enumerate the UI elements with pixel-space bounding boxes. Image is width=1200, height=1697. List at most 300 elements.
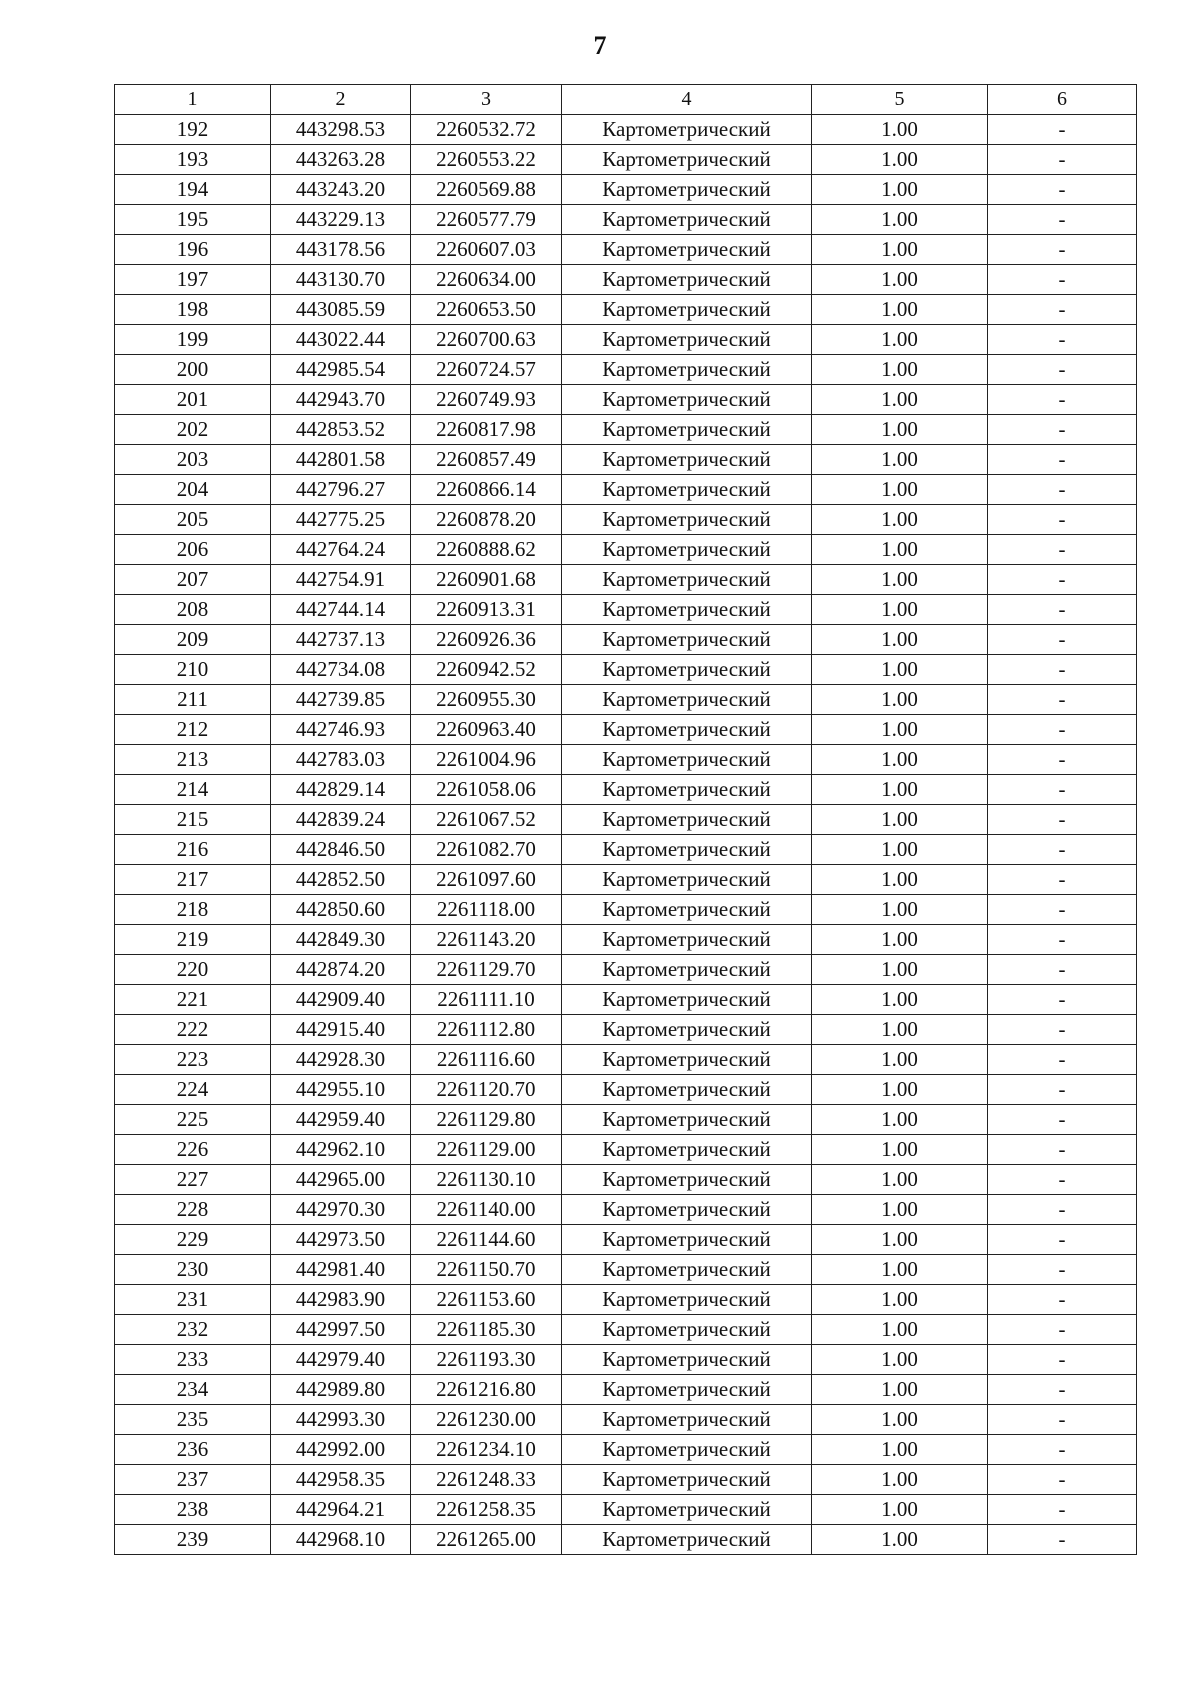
method-cell: Картометрический [562,235,812,265]
x-coordinate-cell: 442829.14 [271,775,411,805]
column-header-5: 5 [812,85,988,115]
method-cell: Картометрический [562,1315,812,1345]
y-coordinate-cell: 2260634.00 [411,265,562,295]
point-number-cell: 234 [115,1375,271,1405]
y-coordinate-cell: 2260607.03 [411,235,562,265]
point-number-cell: 210 [115,655,271,685]
method-cell: Картометрический [562,685,812,715]
method-cell: Картометрический [562,955,812,985]
table-row [115,805,1137,835]
x-coordinate-cell: 442775.25 [271,505,411,535]
accuracy-cell: 1.00 [812,715,988,745]
x-coordinate-cell: 442746.93 [271,715,411,745]
x-coordinate-cell: 442959.40 [271,1105,411,1135]
point-number-cell: 223 [115,1045,271,1075]
y-coordinate-cell: 2261153.60 [411,1285,562,1315]
y-coordinate-cell: 2261129.70 [411,955,562,985]
method-cell: Картометрический [562,325,812,355]
description-cell: - [988,655,1137,685]
table-row [115,295,1137,325]
description-cell: - [988,595,1137,625]
method-cell: Картометрический [562,1015,812,1045]
method-cell: Картометрический [562,835,812,865]
description-cell: - [988,745,1137,775]
accuracy-cell: 1.00 [812,565,988,595]
y-coordinate-cell: 2260532.72 [411,115,562,145]
y-coordinate-cell: 2260926.36 [411,625,562,655]
table-row [115,1465,1137,1495]
x-coordinate-cell: 442962.10 [271,1135,411,1165]
y-coordinate-cell: 2261150.70 [411,1255,562,1285]
table-row [115,925,1137,955]
method-cell: Картометрический [562,1255,812,1285]
x-coordinate-cell: 442849.30 [271,925,411,955]
description-cell: - [988,355,1137,385]
table-row [115,1045,1137,1075]
accuracy-cell: 1.00 [812,685,988,715]
method-cell: Картометрический [562,805,812,835]
point-number-cell: 233 [115,1345,271,1375]
table-row [115,115,1137,145]
table-row [115,205,1137,235]
description-cell: - [988,1255,1137,1285]
method-cell: Картометрический [562,295,812,325]
x-coordinate-cell: 442783.03 [271,745,411,775]
method-cell: Картометрический [562,1225,812,1255]
table-row [115,265,1137,295]
x-coordinate-cell: 442839.24 [271,805,411,835]
point-number-cell: 218 [115,895,271,925]
x-coordinate-cell: 442853.52 [271,415,411,445]
description-cell: - [988,715,1137,745]
table-row [115,1255,1137,1285]
accuracy-cell: 1.00 [812,1165,988,1195]
accuracy-cell: 1.00 [812,475,988,505]
accuracy-cell: 1.00 [812,925,988,955]
accuracy-cell: 1.00 [812,625,988,655]
y-coordinate-cell: 2261248.33 [411,1465,562,1495]
description-cell: - [988,1195,1137,1225]
point-number-cell: 208 [115,595,271,625]
column-header-1: 1 [115,85,271,115]
x-coordinate-cell: 442850.60 [271,895,411,925]
description-cell: - [988,1105,1137,1135]
point-number-cell: 215 [115,805,271,835]
x-coordinate-cell: 442985.54 [271,355,411,385]
accuracy-cell: 1.00 [812,865,988,895]
column-header-4: 4 [562,85,812,115]
accuracy-cell: 1.00 [812,1075,988,1105]
table-row [115,655,1137,685]
y-coordinate-cell: 2261130.10 [411,1165,562,1195]
method-cell: Картометрический [562,1345,812,1375]
x-coordinate-cell: 442754.91 [271,565,411,595]
description-cell: - [988,895,1137,925]
method-cell: Картометрический [562,1405,812,1435]
x-coordinate-cell: 443243.20 [271,175,411,205]
point-number-cell: 239 [115,1525,271,1555]
accuracy-cell: 1.00 [812,325,988,355]
table-row [115,1285,1137,1315]
x-coordinate-cell: 442981.40 [271,1255,411,1285]
method-cell: Картометрический [562,715,812,745]
point-number-cell: 195 [115,205,271,235]
table-row [115,1015,1137,1045]
method-cell: Картометрический [562,1195,812,1225]
accuracy-cell: 1.00 [812,1345,988,1375]
table-header-row [115,85,1137,115]
x-coordinate-cell: 442764.24 [271,535,411,565]
point-number-cell: 198 [115,295,271,325]
y-coordinate-cell: 2260878.20 [411,505,562,535]
description-cell: - [988,1165,1137,1195]
point-number-cell: 197 [115,265,271,295]
y-coordinate-cell: 2261265.00 [411,1525,562,1555]
point-number-cell: 207 [115,565,271,595]
method-cell: Картометрический [562,895,812,925]
method-cell: Картометрический [562,595,812,625]
accuracy-cell: 1.00 [812,445,988,475]
table-row [115,865,1137,895]
x-coordinate-cell: 442737.13 [271,625,411,655]
y-coordinate-cell: 2260553.22 [411,145,562,175]
accuracy-cell: 1.00 [812,1465,988,1495]
x-coordinate-cell: 442852.50 [271,865,411,895]
point-number-cell: 232 [115,1315,271,1345]
table-row [115,715,1137,745]
x-coordinate-cell: 442846.50 [271,835,411,865]
point-number-cell: 231 [115,1285,271,1315]
point-number-cell: 224 [115,1075,271,1105]
description-cell: - [988,625,1137,655]
table-row [115,445,1137,475]
description-cell: - [988,175,1137,205]
table-row [115,775,1137,805]
point-number-cell: 196 [115,235,271,265]
description-cell: - [988,865,1137,895]
x-coordinate-cell: 442739.85 [271,685,411,715]
x-coordinate-cell: 442958.35 [271,1465,411,1495]
description-cell: - [988,925,1137,955]
accuracy-cell: 1.00 [812,1285,988,1315]
y-coordinate-cell: 2261111.10 [411,985,562,1015]
table-row [115,565,1137,595]
y-coordinate-cell: 2260724.57 [411,355,562,385]
table-row [115,355,1137,385]
table-row [115,1105,1137,1135]
description-cell: - [988,1285,1137,1315]
method-cell: Картометрический [562,1075,812,1105]
table-row [115,1345,1137,1375]
table-row [115,745,1137,775]
x-coordinate-cell: 443022.44 [271,325,411,355]
description-cell: - [988,1315,1137,1345]
y-coordinate-cell: 2260857.49 [411,445,562,475]
table-row [115,985,1137,1015]
accuracy-cell: 1.00 [812,1375,988,1405]
table-body [115,115,1137,1555]
x-coordinate-cell: 442915.40 [271,1015,411,1045]
x-coordinate-cell: 443178.56 [271,235,411,265]
x-coordinate-cell: 442874.20 [271,955,411,985]
description-cell: - [988,295,1137,325]
method-cell: Картометрический [562,985,812,1015]
y-coordinate-cell: 2260866.14 [411,475,562,505]
accuracy-cell: 1.00 [812,115,988,145]
method-cell: Картометрический [562,865,812,895]
method-cell: Картометрический [562,625,812,655]
point-number-cell: 201 [115,385,271,415]
table-row [115,1495,1137,1525]
x-coordinate-cell: 442989.80 [271,1375,411,1405]
description-cell: - [988,1495,1137,1525]
point-number-cell: 204 [115,475,271,505]
point-number-cell: 237 [115,1465,271,1495]
method-cell: Картометрический [562,205,812,235]
point-number-cell: 214 [115,775,271,805]
y-coordinate-cell: 2261118.00 [411,895,562,925]
description-cell: - [988,505,1137,535]
point-number-cell: 217 [115,865,271,895]
description-cell: - [988,205,1137,235]
accuracy-cell: 1.00 [812,1105,988,1135]
x-coordinate-cell: 442928.30 [271,1045,411,1075]
description-cell: - [988,685,1137,715]
accuracy-cell: 1.00 [812,145,988,175]
method-cell: Картометрический [562,1465,812,1495]
y-coordinate-cell: 2261216.80 [411,1375,562,1405]
accuracy-cell: 1.00 [812,835,988,865]
method-cell: Картометрический [562,775,812,805]
accuracy-cell: 1.00 [812,985,988,1015]
y-coordinate-cell: 2261140.00 [411,1195,562,1225]
description-cell: - [988,805,1137,835]
coordinates-table [114,84,1137,1555]
method-cell: Картометрический [562,1135,812,1165]
method-cell: Картометрический [562,1105,812,1135]
method-cell: Картометрический [562,145,812,175]
description-cell: - [988,565,1137,595]
point-number-cell: 229 [115,1225,271,1255]
x-coordinate-cell: 442943.70 [271,385,411,415]
accuracy-cell: 1.00 [812,1315,988,1345]
accuracy-cell: 1.00 [812,1255,988,1285]
description-cell: - [988,385,1137,415]
x-coordinate-cell: 442909.40 [271,985,411,1015]
description-cell: - [988,415,1137,445]
point-number-cell: 238 [115,1495,271,1525]
point-number-cell: 203 [115,445,271,475]
accuracy-cell: 1.00 [812,1225,988,1255]
accuracy-cell: 1.00 [812,1045,988,1075]
point-number-cell: 202 [115,415,271,445]
method-cell: Картометрический [562,175,812,205]
table-row [115,1075,1137,1105]
point-number-cell: 199 [115,325,271,355]
y-coordinate-cell: 2261129.00 [411,1135,562,1165]
description-cell: - [988,1525,1137,1555]
y-coordinate-cell: 2261067.52 [411,805,562,835]
x-coordinate-cell: 442964.21 [271,1495,411,1525]
point-number-cell: 192 [115,115,271,145]
y-coordinate-cell: 2261058.06 [411,775,562,805]
accuracy-cell: 1.00 [812,355,988,385]
table-row [115,535,1137,565]
point-number-cell: 194 [115,175,271,205]
table-row [115,1225,1137,1255]
x-coordinate-cell: 442973.50 [271,1225,411,1255]
x-coordinate-cell: 442744.14 [271,595,411,625]
description-cell: - [988,445,1137,475]
description-cell: - [988,775,1137,805]
accuracy-cell: 1.00 [812,265,988,295]
table-row [115,145,1137,175]
method-cell: Картометрический [562,655,812,685]
method-cell: Картометрический [562,925,812,955]
point-number-cell: 225 [115,1105,271,1135]
description-cell: - [988,955,1137,985]
point-number-cell: 205 [115,505,271,535]
y-coordinate-cell: 2261258.35 [411,1495,562,1525]
accuracy-cell: 1.00 [812,175,988,205]
accuracy-cell: 1.00 [812,1015,988,1045]
y-coordinate-cell: 2261144.60 [411,1225,562,1255]
description-cell: - [988,1225,1137,1255]
accuracy-cell: 1.00 [812,655,988,685]
point-number-cell: 228 [115,1195,271,1225]
x-coordinate-cell: 442968.10 [271,1525,411,1555]
x-coordinate-cell: 443085.59 [271,295,411,325]
description-cell: - [988,1465,1137,1495]
description-cell: - [988,1375,1137,1405]
description-cell: - [988,1015,1137,1045]
method-cell: Картометрический [562,505,812,535]
x-coordinate-cell: 442796.27 [271,475,411,505]
method-cell: Картометрический [562,115,812,145]
method-cell: Картометрический [562,265,812,295]
table-row [115,1525,1137,1555]
y-coordinate-cell: 2261234.10 [411,1435,562,1465]
table-row [115,1315,1137,1345]
point-number-cell: 193 [115,145,271,175]
y-coordinate-cell: 2261082.70 [411,835,562,865]
method-cell: Картометрический [562,1525,812,1555]
description-cell: - [988,1405,1137,1435]
accuracy-cell: 1.00 [812,385,988,415]
table-row [115,1135,1137,1165]
table-row [115,955,1137,985]
accuracy-cell: 1.00 [812,595,988,625]
method-cell: Картометрический [562,535,812,565]
method-cell: Картометрический [562,1495,812,1525]
x-coordinate-cell: 442734.08 [271,655,411,685]
point-number-cell: 230 [115,1255,271,1285]
point-number-cell: 212 [115,715,271,745]
table-row [115,175,1137,205]
method-cell: Картометрический [562,1045,812,1075]
description-cell: - [988,1135,1137,1165]
accuracy-cell: 1.00 [812,895,988,925]
point-number-cell: 206 [115,535,271,565]
table-row [115,1405,1137,1435]
x-coordinate-cell: 443229.13 [271,205,411,235]
accuracy-cell: 1.00 [812,1195,988,1225]
method-cell: Картометрический [562,745,812,775]
x-coordinate-cell: 442997.50 [271,1315,411,1345]
table-row [115,685,1137,715]
x-coordinate-cell: 442993.30 [271,1405,411,1435]
table-row [115,235,1137,265]
y-coordinate-cell: 2260569.88 [411,175,562,205]
accuracy-cell: 1.00 [812,1495,988,1525]
table-row [115,835,1137,865]
description-cell: - [988,835,1137,865]
accuracy-cell: 1.00 [812,535,988,565]
point-number-cell: 209 [115,625,271,655]
method-cell: Картометрический [562,385,812,415]
y-coordinate-cell: 2261004.96 [411,745,562,775]
accuracy-cell: 1.00 [812,1525,988,1555]
table-row [115,475,1137,505]
accuracy-cell: 1.00 [812,1135,988,1165]
table-row [115,385,1137,415]
x-coordinate-cell: 443130.70 [271,265,411,295]
column-header-3: 3 [411,85,562,115]
point-number-cell: 213 [115,745,271,775]
accuracy-cell: 1.00 [812,745,988,775]
accuracy-cell: 1.00 [812,295,988,325]
y-coordinate-cell: 2261120.70 [411,1075,562,1105]
description-cell: - [988,475,1137,505]
point-number-cell: 220 [115,955,271,985]
y-coordinate-cell: 2261112.80 [411,1015,562,1045]
y-coordinate-cell: 2260901.68 [411,565,562,595]
table-row [115,1165,1137,1195]
y-coordinate-cell: 2260888.62 [411,535,562,565]
x-coordinate-cell: 442955.10 [271,1075,411,1105]
description-cell: - [988,1345,1137,1375]
description-cell: - [988,1075,1137,1105]
description-cell: - [988,535,1137,565]
method-cell: Картометрический [562,445,812,475]
x-coordinate-cell: 442965.00 [271,1165,411,1195]
method-cell: Картометрический [562,475,812,505]
x-coordinate-cell: 442979.40 [271,1345,411,1375]
point-number-cell: 221 [115,985,271,1015]
accuracy-cell: 1.00 [812,505,988,535]
table-row [115,505,1137,535]
y-coordinate-cell: 2261193.30 [411,1345,562,1375]
method-cell: Картометрический [562,565,812,595]
table-row [115,1435,1137,1465]
accuracy-cell: 1.00 [812,235,988,265]
y-coordinate-cell: 2261230.00 [411,1405,562,1435]
method-cell: Картометрический [562,1165,812,1195]
point-number-cell: 236 [115,1435,271,1465]
x-coordinate-cell: 442983.90 [271,1285,411,1315]
description-cell: - [988,115,1137,145]
y-coordinate-cell: 2260700.63 [411,325,562,355]
point-number-cell: 219 [115,925,271,955]
page-number: 7 [593,31,607,60]
point-number-cell: 235 [115,1405,271,1435]
y-coordinate-cell: 2261143.20 [411,925,562,955]
y-coordinate-cell: 2261116.60 [411,1045,562,1075]
y-coordinate-cell: 2261097.60 [411,865,562,895]
table-row [115,1195,1137,1225]
method-cell: Картометрический [562,1375,812,1405]
y-coordinate-cell: 2260653.50 [411,295,562,325]
